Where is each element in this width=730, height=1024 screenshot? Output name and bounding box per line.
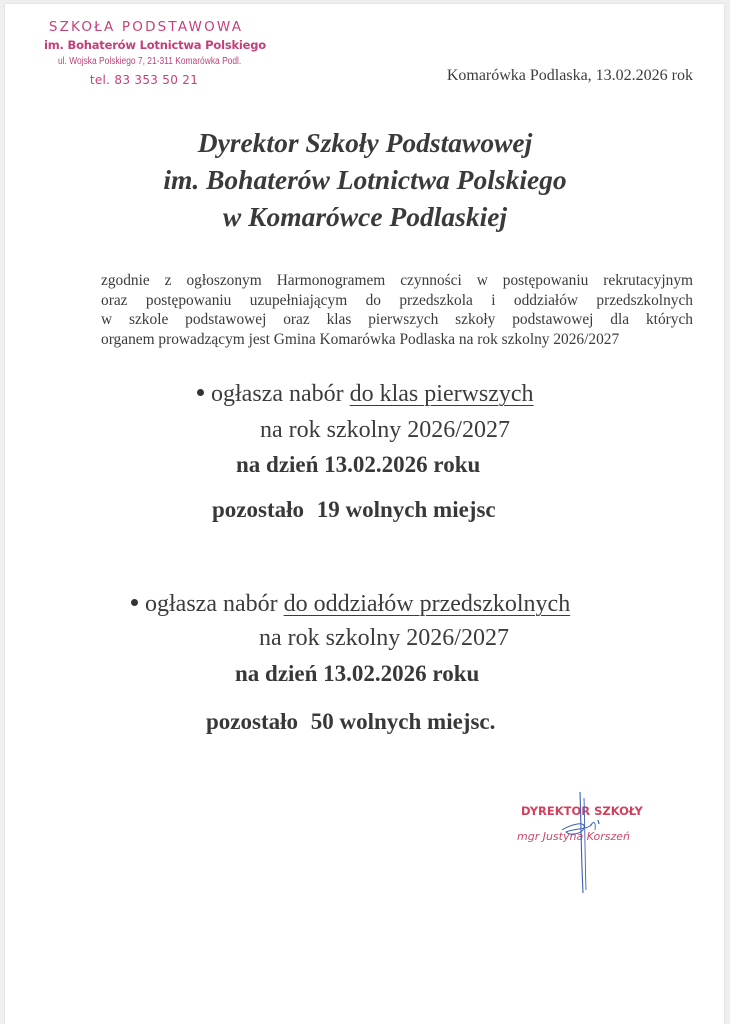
school-stamp-patron: im. Bohaterów Lotnictwa Polskiego [44, 38, 267, 52]
handwritten-signature-icon [540, 790, 620, 895]
intro-paragraph [101, 271, 693, 349]
announcement-first-grade [197, 381, 534, 408]
intro-line: zgodnie z ogłoszonym Harmonogramem czynności w postępowaniu rekrutacyjnym [101, 272, 693, 289]
announcement-prefix: ogłasza nabór [211, 381, 350, 407]
document-heading-line-3: w Komarówce Podlaskiej [222, 201, 508, 232]
announcement-remaining-places [212, 497, 496, 523]
bullet-icon [131, 599, 138, 606]
announcement-as-of-date: na dzień 13.02.2026 roku [235, 661, 480, 686]
announcement-school-year: na rok szkolny 2026/2027 [259, 625, 509, 651]
announcement-as-of-date: na dzień 13.02.2026 roku [236, 452, 481, 477]
announcement-prefix: ogłasza nabór [145, 591, 284, 617]
remaining-count: 19 [316, 497, 340, 522]
director-stamp-name: mgr Justyna Korszeń [517, 830, 631, 843]
announcement-remaining-places [206, 709, 495, 735]
remaining-count: 50 [310, 709, 334, 734]
intro-line: w szkole podstawowej oraz klas pierwszych szkoły podstawowej dla których [101, 311, 693, 328]
school-stamp-address: ul. Wojska Polskiego 7, 21-311 Komarówka Podl. [58, 56, 242, 67]
announcement-preschool [131, 591, 570, 618]
school-stamp-name: SZKOŁA PODSTAWOWA [48, 19, 244, 35]
intro-line: organem prowadzącym jest Gmina Komarówka Podlaska na rok szkolny 2026/2027 [101, 330, 620, 348]
director-stamp-title: DYREKTOR SZKOŁY [521, 804, 643, 818]
remaining-suffix: wolnych miejsc [345, 497, 496, 522]
announcement-target: do oddziałów przedszkolnych [283, 591, 571, 617]
document-heading-line-2: im. Bohaterów Lotnictwa Polskiego [163, 164, 567, 195]
place-and-date: Komarówka Podlaska, 13.02.2026 rok [446, 67, 693, 84]
document-heading-line-1: Dyrektor Szkoły Podstawowej [197, 127, 533, 158]
intro-line: oraz postępowaniu uzupełniającym do przedszkola i oddziałów przedszkolnych [101, 291, 693, 309]
remaining-label: pozostało [212, 497, 304, 522]
bullet-icon [197, 389, 204, 396]
remaining-suffix: wolnych miejsc. [339, 709, 496, 734]
announcement-school-year: na rok szkolny 2026/2027 [260, 417, 510, 443]
announcement-target: do klas pierwszych [349, 381, 534, 407]
school-stamp-phone: tel. 83 353 50 21 [89, 73, 199, 87]
remaining-label: pozostało [206, 709, 298, 734]
